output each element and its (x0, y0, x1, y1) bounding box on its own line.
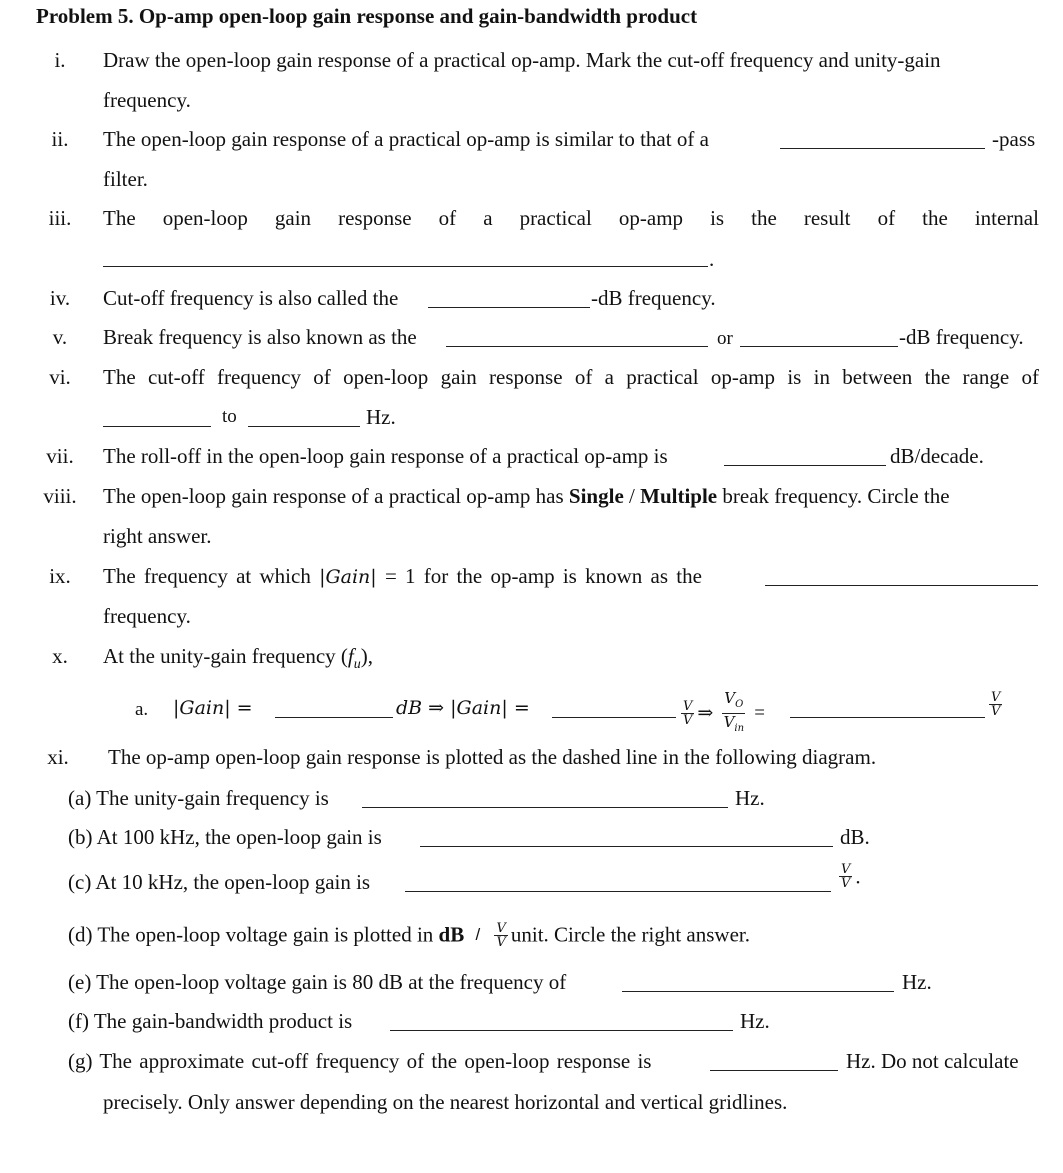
vin-subscript: in (734, 723, 745, 734)
option-single[interactable]: Single (568, 484, 624, 508)
item-iii-period: . (709, 247, 715, 271)
item-xi-g-cont: precisely. Only answer depending on the nearest horizontal and vertical gridlines. (103, 1090, 788, 1114)
answer-blank[interactable] (765, 585, 1038, 586)
vo-subscript: O (735, 699, 744, 710)
item-xi-f: (f) The gain-bandwidth product is (68, 1009, 353, 1033)
word: The (103, 206, 136, 230)
v-per-v-unit (681, 700, 694, 727)
item-viii-pre: The open-loop gain response of a practical op-amp has (103, 484, 564, 508)
item-xi-c: (c) At 10 kHz, the open-loop gain is (68, 870, 371, 894)
vo-over-vin (722, 690, 746, 737)
answer-blank[interactable] (724, 465, 886, 466)
item-ii-text-cont: filter. (103, 167, 148, 191)
ratio-expr (678, 690, 765, 737)
item-xi-b: (b) At 100 kHz, the open-loop gain is (68, 825, 382, 849)
vo-symbol: V (724, 689, 736, 707)
equals: = (754, 702, 766, 724)
item-number: ix. (49, 564, 71, 588)
problem-title: Problem 5. Op-amp open-loop gain response and gain-bandwidth product (36, 4, 698, 28)
word: is (710, 206, 725, 230)
item-xi-b-post: dB. (840, 825, 870, 849)
item-iv-post: -dB frequency. (591, 286, 716, 310)
answer-blank[interactable] (790, 717, 985, 718)
item-number: v. (52, 325, 68, 349)
option-v-per-v[interactable] (494, 922, 507, 949)
option-multiple[interactable]: Multiple (640, 484, 718, 508)
item-xi-a: (a) The unity-gain frequency is (68, 786, 329, 810)
item-xi-e: (e) The open-loop voltage gain is 80 dB at the frequency of (68, 970, 567, 994)
item-vii-post: dB/decade. (890, 444, 984, 468)
v-per-v-unit (836, 862, 861, 890)
slash: / (629, 484, 635, 508)
frac-top: V (991, 689, 1001, 705)
frac-top: V (496, 920, 506, 936)
answer-blank[interactable] (552, 717, 676, 718)
item-viii-post: break frequency. Circle the (722, 484, 950, 508)
item-vi-hz: Hz. (366, 405, 396, 429)
answer-blank[interactable] (103, 426, 211, 427)
frac-bottom: V (991, 703, 1001, 719)
word: of (877, 206, 896, 230)
word: a (483, 206, 493, 230)
item-iv-text: Cut-off frequency is also called the (103, 286, 399, 310)
answer-blank[interactable] (622, 991, 894, 992)
frac-bottom: V (841, 875, 851, 891)
frac-top: V (841, 861, 851, 877)
answer-blank[interactable] (390, 1030, 733, 1031)
word: practical (519, 206, 592, 230)
item-number: viii. (43, 484, 77, 508)
v-per-v-unit (989, 691, 1002, 718)
answer-blank[interactable] (248, 426, 360, 427)
item-ix-eq: = 1 for the op-amp is known as the (384, 564, 702, 588)
gain-text: |Gain| (450, 697, 508, 719)
vin-symbol: V (723, 713, 735, 731)
item-ix-pre: The frequency at which (103, 564, 311, 588)
gain-symbol: |Gain| (319, 566, 377, 588)
item-number: vii. (46, 444, 74, 468)
item-x-text (103, 643, 373, 678)
answer-blank[interactable] (740, 346, 898, 347)
item-xi-g-post: Hz. Do not calculate (846, 1049, 1019, 1073)
answer-blank[interactable] (405, 891, 831, 892)
item-xi-d (68, 921, 750, 949)
fu-symbol: f (347, 644, 354, 668)
word: internal (974, 206, 1039, 230)
gain-text: |Gain| (173, 697, 231, 719)
item-v-or: or (717, 328, 733, 349)
answer-blank[interactable] (780, 148, 985, 149)
answer-blank[interactable] (710, 1070, 838, 1071)
item-xi-d-post: unit. Circle the right answer. (510, 922, 750, 947)
implies-arrow: ⇒ (697, 703, 714, 724)
equals: = (236, 697, 253, 719)
frac-top: V (683, 699, 693, 714)
word: the (922, 206, 948, 230)
implies-arrow: ⇒ (428, 697, 445, 719)
item-number: ii. (51, 127, 69, 151)
item-xi-f-post: Hz. (740, 1009, 770, 1033)
answer-blank[interactable] (446, 346, 708, 347)
item-xi-e-post: Hz. (902, 970, 932, 994)
word: gain (274, 206, 312, 230)
answer-blank[interactable] (420, 846, 833, 847)
item-ix-text (103, 563, 702, 590)
item-vi-text: The cut-off frequency of open-loop gain response of a practical op-amp is in between the range of (103, 365, 1039, 389)
fu-subscript: u (353, 657, 361, 673)
answer-blank[interactable] (275, 717, 393, 718)
item-ix-text-cont: frequency. (103, 604, 191, 628)
item-viii-text-cont: right answer. (103, 524, 212, 548)
item-number: xi. (47, 745, 69, 769)
item-xi-a-post: Hz. (735, 786, 765, 810)
sub-item-label: a. (135, 699, 149, 720)
equals: = (513, 697, 530, 719)
v-per-v-unit (839, 863, 852, 890)
item-x-post: ), (360, 644, 374, 668)
word: op-amp (618, 206, 684, 230)
period: . (855, 864, 861, 889)
item-ii-suffix: -pass (992, 127, 1036, 151)
item-x-pre: At the unity-gain frequency ( (103, 644, 348, 668)
slash: / (475, 925, 481, 945)
db-gain-expr (396, 695, 530, 721)
item-number: i. (54, 48, 66, 72)
word: of (438, 206, 457, 230)
item-number: vi. (49, 365, 71, 389)
answer-blank[interactable] (362, 807, 728, 808)
item-i-text: Draw the open-loop gain response of a practical op-amp. Mark the cut-off frequency and unity-gain (103, 48, 941, 72)
item-xi-text: The op-amp open-loop gain response is plotted as the dashed line in the following diagram. (108, 745, 877, 769)
v-per-v-unit (986, 690, 1005, 718)
item-vii-text: The roll-off in the open-loop gain response of a practical op-amp is (103, 444, 668, 468)
frac-bottom: V (683, 713, 693, 728)
item-xi-d-pre: (d) The open-loop voltage gain is plotted in (68, 922, 434, 947)
answer-blank[interactable] (103, 266, 708, 267)
item-i-text-cont: frequency. (103, 88, 191, 112)
word: open-loop (162, 206, 248, 230)
item-vi-to: to (222, 406, 237, 427)
word: response (338, 206, 412, 230)
item-xi-g: (g) The approximate cut-off frequency of the open-loop response is (68, 1049, 652, 1073)
word: result (803, 206, 851, 230)
word: the (751, 206, 777, 230)
gain-symbol (173, 695, 253, 721)
item-v-post: -dB frequency. (899, 325, 1024, 349)
option-db[interactable]: dB (438, 922, 465, 947)
item-number: iii. (48, 206, 72, 230)
item-ii-text: The open-loop gain response of a practical op-amp is similar to that of a (103, 127, 709, 151)
item-number: iv. (49, 286, 71, 310)
item-v-text: Break frequency is also known as the (103, 325, 417, 349)
item-iii-text (103, 205, 1039, 231)
db-unit: dB (396, 697, 423, 719)
item-number: x. (52, 644, 68, 668)
item-viii-text (103, 483, 950, 509)
answer-blank[interactable] (428, 307, 590, 308)
frac-bottom: V (496, 934, 506, 950)
